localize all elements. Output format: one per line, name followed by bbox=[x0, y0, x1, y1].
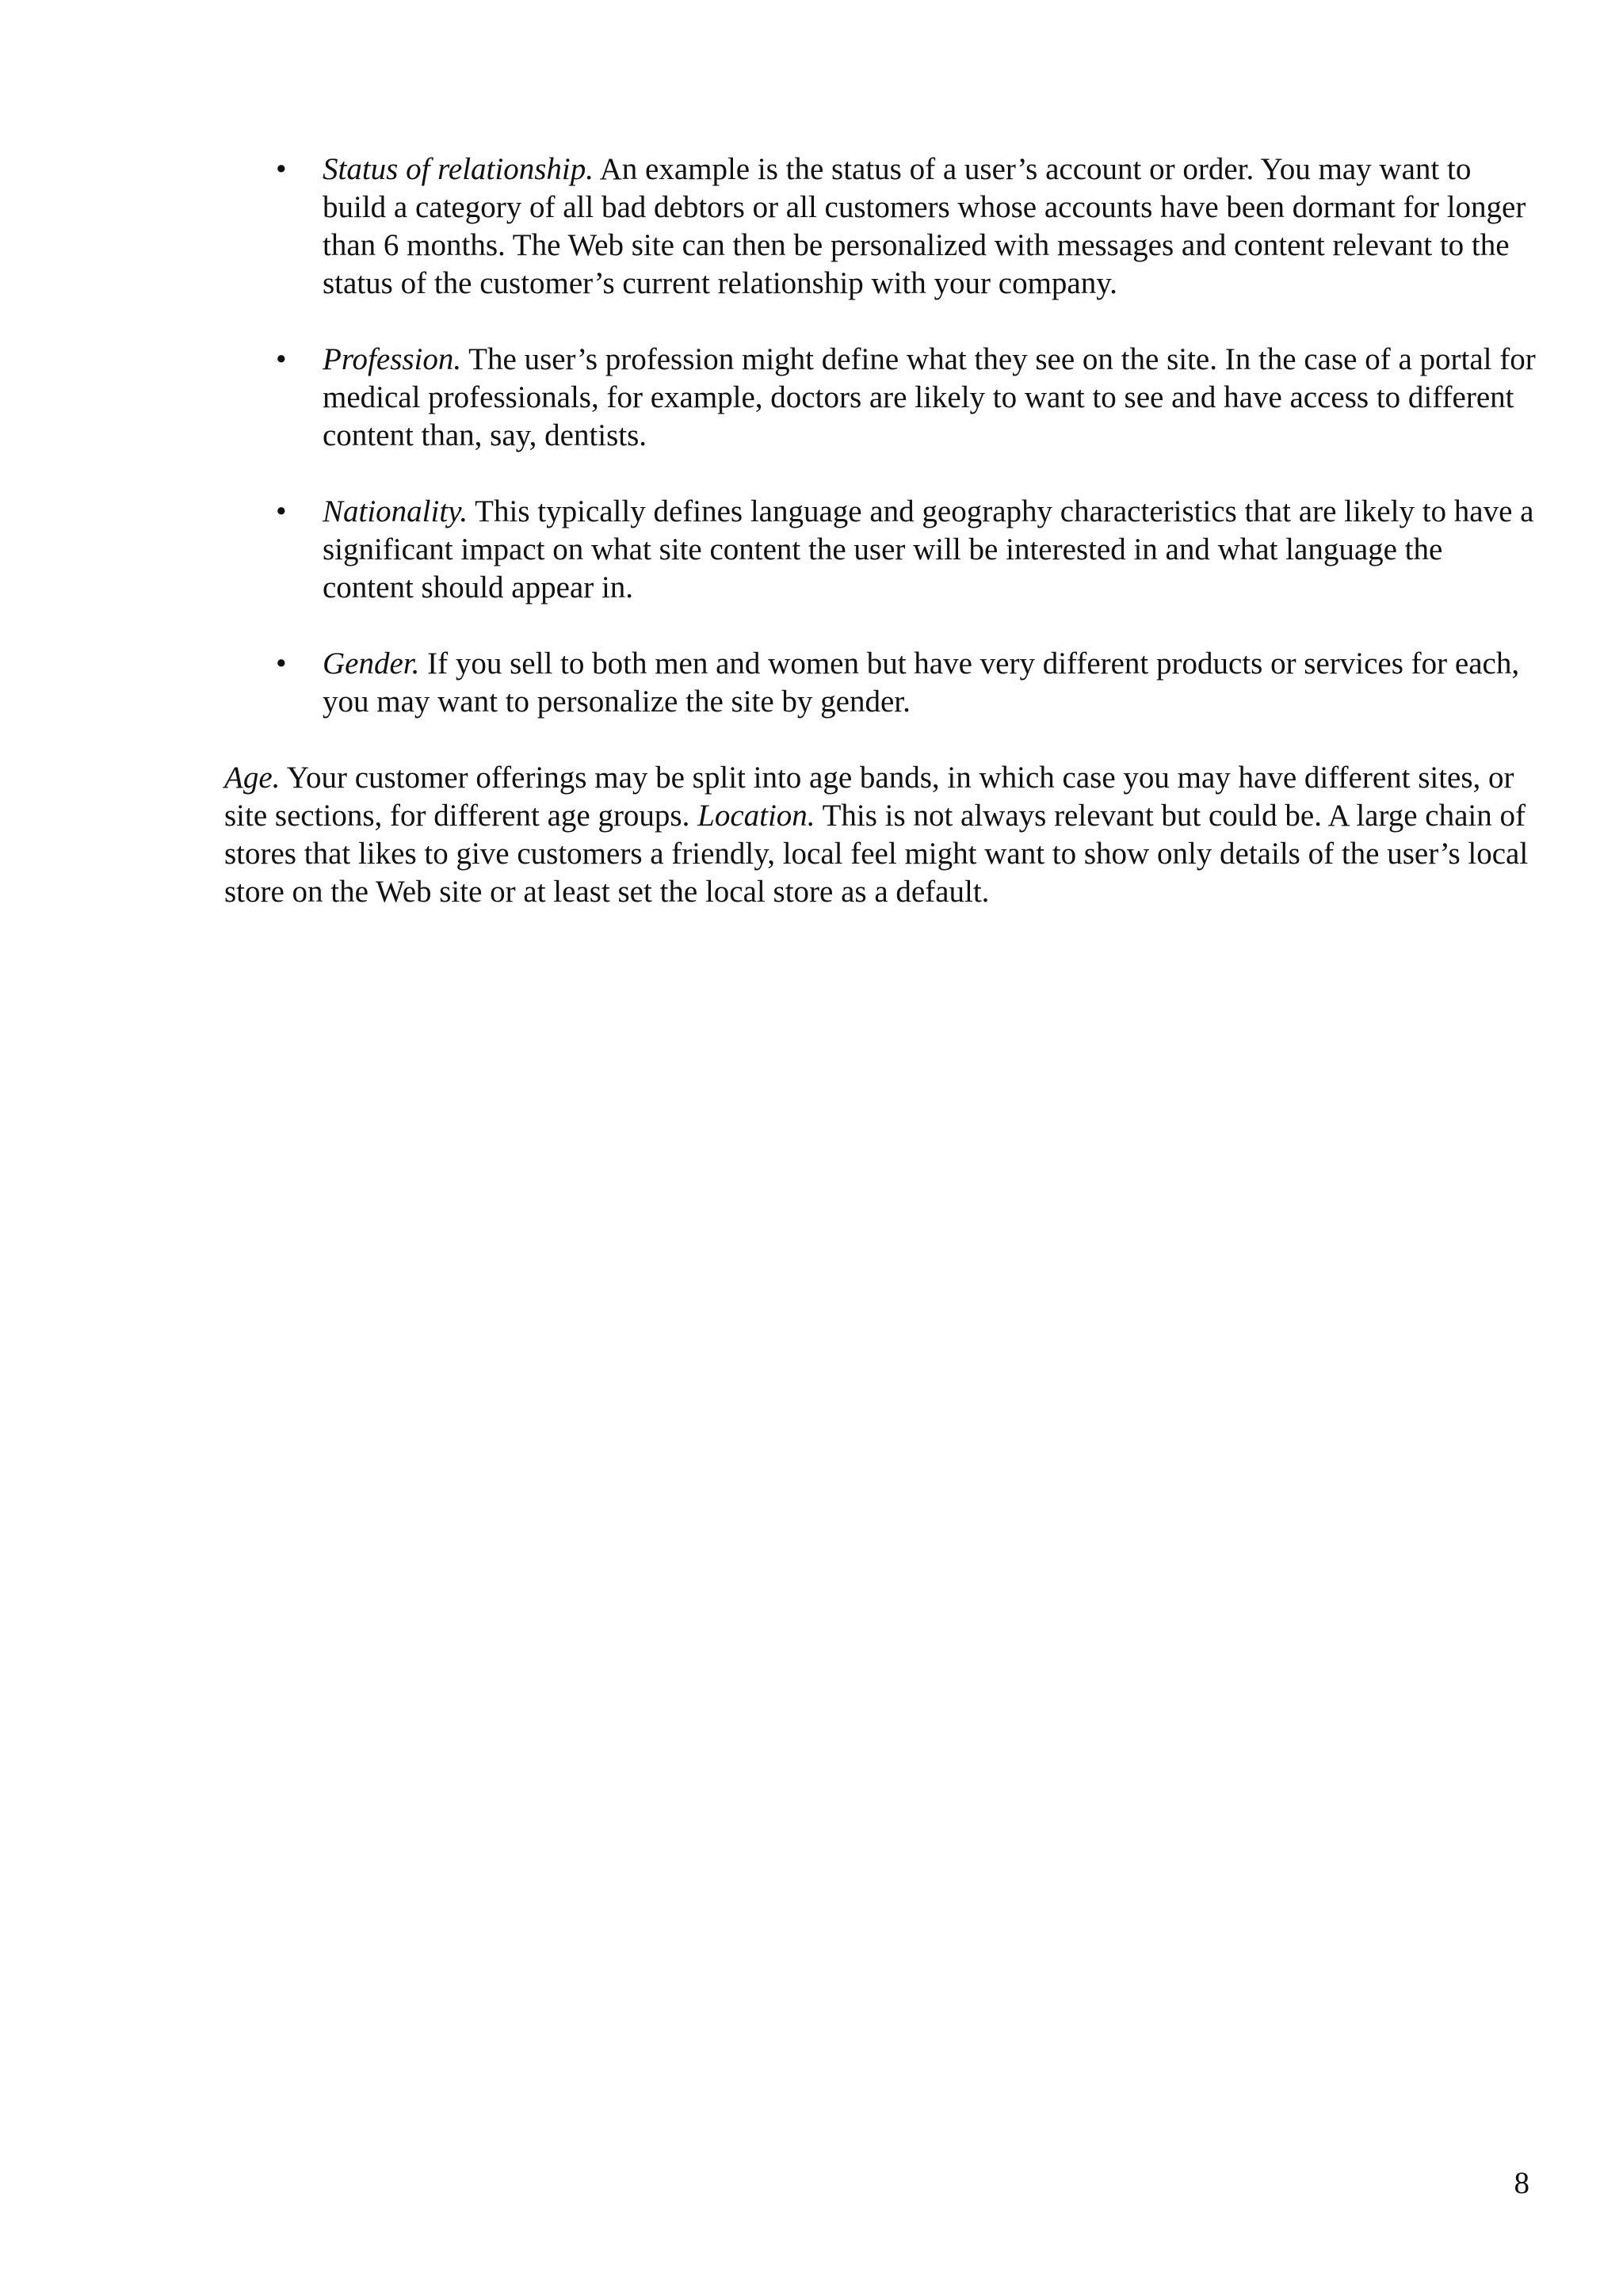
bullet-list bbox=[224, 151, 1540, 721]
bullet-text: The user’s profession might define what they see on the site. In the case of a portal for medical professionals, for example, doctors are likely to want to see and have access to different content than, say, dentists. bbox=[323, 342, 1536, 452]
paragraph-text-age: Your customer offerings may be split into age bands, in which case you may have different sites, or site sections, for different age groups. bbox=[224, 761, 1514, 833]
paragraph-term-location: Location. bbox=[697, 799, 815, 833]
page-number: 8 bbox=[1514, 2166, 1529, 2200]
bullet-term: Gender. bbox=[323, 646, 420, 681]
bullet-icon: • bbox=[276, 494, 287, 528]
page-content bbox=[224, 151, 1540, 911]
body-paragraph bbox=[224, 759, 1540, 911]
bullet-icon: • bbox=[276, 152, 287, 186]
paragraph-term-age: Age. bbox=[224, 761, 281, 795]
bullet-item-profession bbox=[224, 341, 1540, 455]
bullet-text: An example is the status of a user’s account or order. You may want to build a category of all bad debtors or all customers whose accounts have been dormant for longer than 6 months. The Web site can then be personalized with messages and content relevant to the status of the customer’s current relationship with your company. bbox=[323, 152, 1526, 300]
bullet-item-status-of-relationship bbox=[224, 151, 1540, 303]
bullet-term: Nationality. bbox=[323, 494, 468, 528]
bullet-item-gender bbox=[224, 645, 1540, 721]
bullet-term: Profession. bbox=[323, 342, 462, 376]
bullet-text: This typically defines language and geography characteristics that are likely to have a significant impact on what site content the user will be interested in and what language the content should appear in. bbox=[323, 494, 1534, 605]
bullet-icon: • bbox=[276, 342, 287, 376]
bullet-icon: • bbox=[276, 646, 287, 681]
bullet-item-nationality bbox=[224, 493, 1540, 607]
bullet-term: Status of relationship. bbox=[323, 152, 594, 186]
bullet-text: If you sell to both men and women but have very different products or services for each, you may want to personalize the site by gender. bbox=[323, 646, 1520, 719]
paragraph-text-location: This is not always relevant but could be. A large chain of stores that likes to give customers a friendly, local feel might want to show only details of the user’s local store on the Web site or at least set the local store as a default. bbox=[224, 799, 1529, 909]
